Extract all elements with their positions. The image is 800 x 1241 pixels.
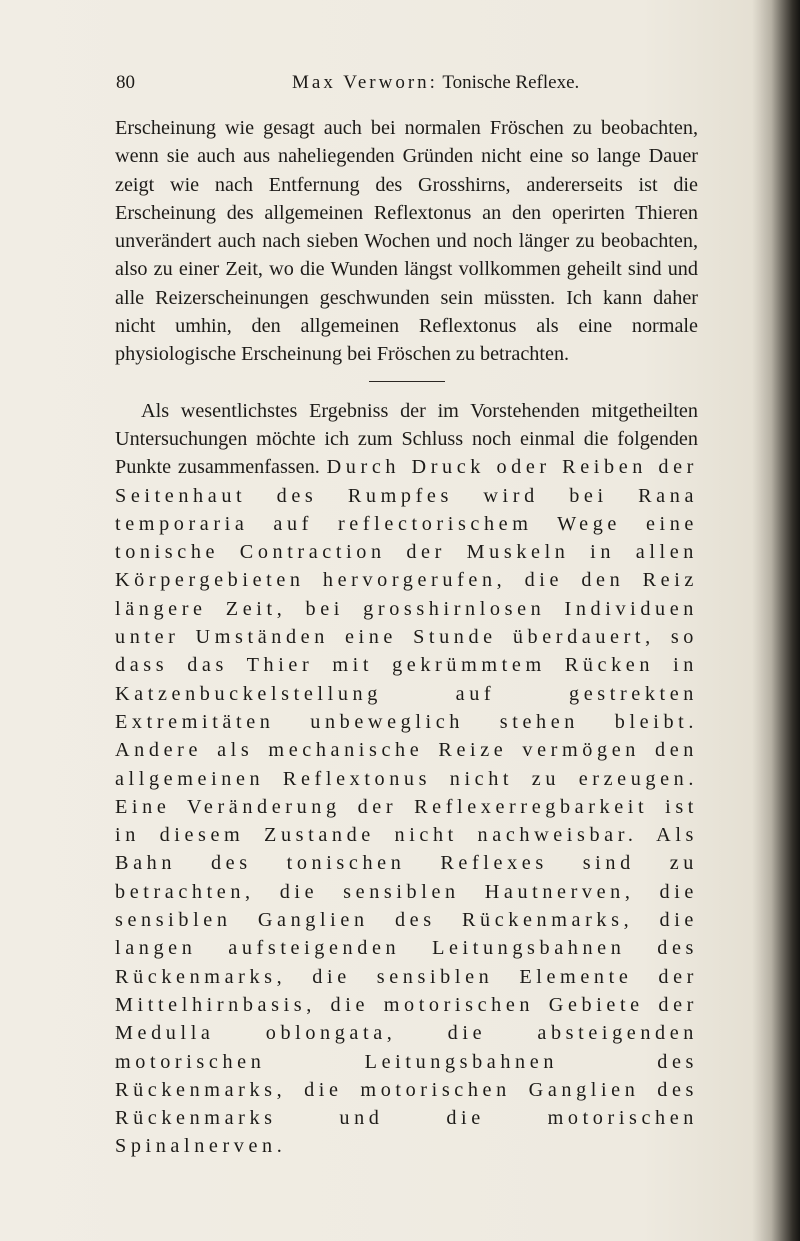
- paragraph-summary: [115, 397, 698, 1161]
- running-head-title: Tonische Reflexe.: [442, 72, 580, 93]
- body-text: [115, 114, 698, 1161]
- section-divider: [369, 381, 445, 382]
- running-head-author: Max Verworn:: [292, 72, 438, 93]
- page-edge-shadow: [752, 0, 800, 1241]
- page-header: [116, 72, 696, 100]
- summary-intro: Als wesentlichstes Ergebniss der im Vorstehenden mitgetheilten Untersuchungen möchte ich zum Schluss noch einmal die folgenden Punkte zusammenfassen.: [115, 399, 698, 479]
- page-number: 80: [116, 72, 135, 93]
- running-head: [292, 72, 579, 94]
- summary-spaced-text: Durch Druck oder Reiben der Seitenhaut des Rumpfes wird bei Rana temporaria auf reflectorischem Wege eine tonische Contraction der Muskeln in allen Körpergebieten hervorgerufen, die den Reiz längere Zeit, bei grosshirnlosen Individuen unter Umständen eine Stunde überdauert, so dass das Thier mit gekrümmtem Rücken in Katzenbuckelstellung auf gestrekten Extremitäten unbeweglich stehen bleibt. Andere als mechanische Reize vermögen den allgemeinen Reflextonus nicht zu erzeugen. Eine Veränderung der Reflexerregbarkeit ist in diesem Zustande nicht nachweisbar. Als Bahn des tonischen Reflexes sind zu betrachten, die sensiblen Hautnerven, die sensiblen Ganglien des Rückenmarks, die langen aufsteigenden Leitungsbahnen des Rückenmarks, die sensiblen Elemente der Mittelhirnbasis, die motorischen Gebiete der Medulla oblongata, die absteigenden motorischen Leitungsbahnen des Rückenmarks, die motorischen Ganglien des Rückenmarks und die motorischen Spinalnerven.: [115, 456, 698, 1158]
- paragraph-continued: Erscheinung wie gesagt auch bei normalen Fröschen zu beobachten, wenn sie auch aus naheliegenden Gründen nicht eine so lange Dauer zeigt wie nach Entfernung des Grosshirns, andererseits ist die Erscheinung des allgemeinen Reflextonus an den operirten Thieren unverändert auch nach sieben Wochen und noch länger zu beobachten, also zu einer Zeit, wo die Wunden längst vollkommen geheilt sind und alle Reizerscheinungen geschwunden sein müssten. Ich kann daher nicht umhin, den allgemeinen Reflextonus als eine normale physiologische Erscheinung bei Fröschen zu betrachten.: [115, 117, 698, 366]
